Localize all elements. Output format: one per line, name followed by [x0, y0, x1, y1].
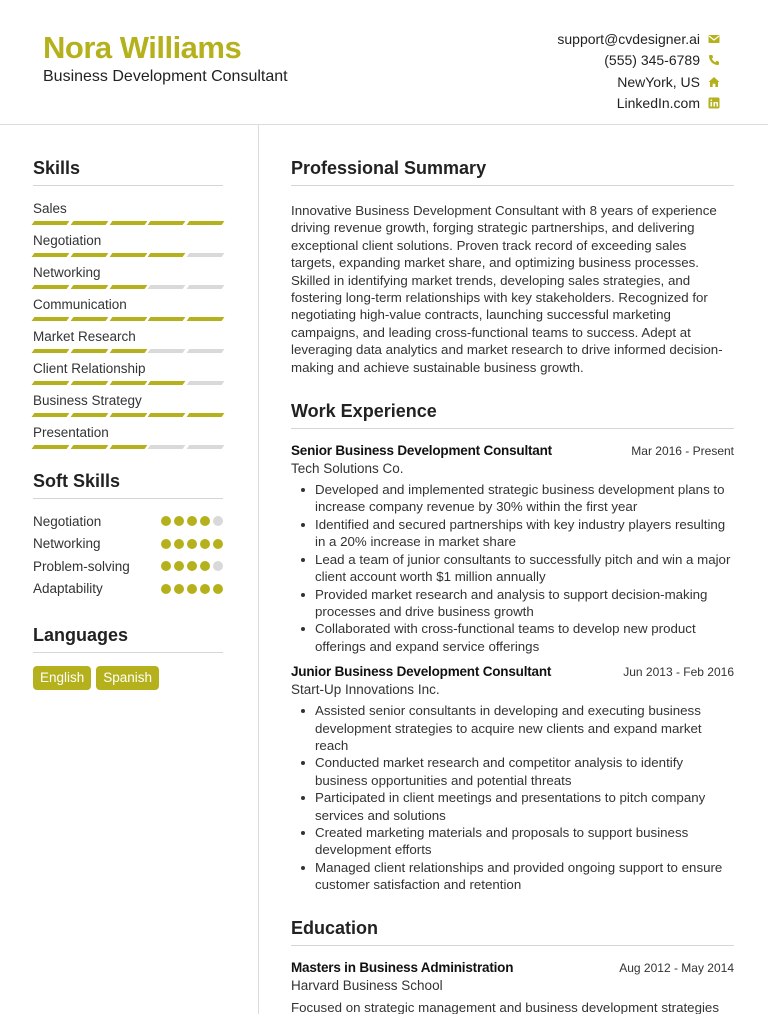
contact-phone[interactable]	[557, 50, 720, 72]
skill-level-segment	[32, 349, 70, 353]
soft-skill-item	[33, 510, 223, 533]
soft-skill-level-dot	[200, 561, 210, 571]
soft-skill-level-dot	[213, 539, 223, 549]
job-bullet: Assisted senior consultants in developing and executing business development strategies to acquire new clients and expand market reach	[291, 702, 734, 754]
education-title: Education	[291, 918, 734, 946]
skill-level-segment	[32, 381, 70, 385]
skill-item	[33, 327, 223, 359]
skill-level-segment	[187, 445, 225, 449]
contact-linkedin[interactable]	[557, 93, 720, 115]
skill-level-segment	[109, 349, 147, 353]
skill-level-bars	[33, 381, 223, 385]
sidebar	[33, 158, 223, 690]
job-bullet: Collaborated with cross-functional teams to develop new product offerings and expand service offerings	[291, 620, 734, 655]
skill-level-segment	[187, 413, 225, 417]
education-school: Harvard Business School	[291, 977, 443, 993]
skill-level-bars	[33, 221, 223, 225]
skill-level-segment	[148, 413, 186, 417]
skill-level-bars	[33, 349, 223, 353]
job-title: Junior Business Development Consultant	[291, 664, 552, 680]
skill-level-segment	[148, 317, 186, 321]
skill-level-segment	[109, 381, 147, 385]
job-date: Mar 2016 - Present	[631, 444, 734, 459]
soft-skill-level-dot	[161, 539, 171, 549]
skill-level-segment	[148, 285, 186, 289]
summary-text: Innovative Business Development Consultant with 8 years of experience driving revenue growth, forging strategic partnerships, and delivering exceptional client solutions. Proven track record of exceeding sales targets, expanding market share, and optimizing business processes. Skilled in identifying market trends, developing sales strategies, and fostering long-term relationships with key stakeholders. Recognized for negotiating high-value contracts, launching successful marketing campaigns, and leading cross-functional teams to success. Adept at leveraging data analytics and market research to drive informed decision-making and achieve sustainable business growth.	[291, 203, 723, 375]
soft-skill-level-dot	[200, 539, 210, 549]
skill-label: Market Research	[33, 329, 136, 344]
skill-label: Business Strategy	[33, 393, 142, 408]
contact-linkedin-text: LinkedIn.com	[616, 95, 700, 112]
languages-list	[33, 666, 223, 690]
skill-level-segment	[148, 253, 186, 257]
contact-email-text: support@cvdesigner.ai	[557, 30, 700, 47]
soft-skill-level-dot	[200, 584, 210, 594]
languages-title: Languages	[33, 625, 223, 653]
jobs-list	[291, 443, 734, 894]
skill-level-segment	[32, 413, 70, 417]
skill-level-segment	[109, 253, 147, 257]
skill-level-segment	[70, 349, 108, 353]
job-bullet: Participated in client meetings and presentations to pitch company services and solutions	[291, 789, 734, 824]
soft-skill-level-dot	[187, 584, 197, 594]
skill-level-segment	[70, 413, 108, 417]
skill-item	[33, 263, 223, 295]
skill-label: Client Relationship	[33, 361, 146, 376]
language-badge: Spanish	[96, 666, 159, 690]
summary-title: Professional Summary	[291, 158, 734, 186]
education-date: Aug 2012 - May 2014	[619, 960, 734, 975]
skill-level-segment	[32, 317, 70, 321]
job-title: Senior Business Development Consultant	[291, 443, 552, 459]
job-company: Start-Up Innovations Inc.	[291, 682, 440, 698]
soft-skills-list	[33, 510, 223, 600]
envelope-icon	[708, 33, 720, 45]
skills-title: Skills	[33, 158, 223, 186]
skill-level-segment	[109, 221, 147, 225]
job-bullet: Identified and secured partnerships with key industry players resulting in a 20% increase in market share	[291, 516, 734, 551]
skill-level-segment	[109, 285, 147, 289]
skill-label: Negotiation	[33, 233, 102, 248]
skill-level-segment	[148, 349, 186, 353]
job-bullet: Provided market research and analysis to support decision-making processes and drive business growth	[291, 586, 734, 621]
skill-level-segment	[148, 221, 186, 225]
soft-skill-level-dots	[161, 561, 223, 571]
phone-icon	[708, 54, 720, 66]
education-degree: Masters in Business Administration	[291, 959, 514, 975]
education-list	[291, 960, 734, 1014]
main-content	[291, 158, 734, 1014]
column-divider	[258, 125, 259, 1014]
skill-item	[33, 391, 223, 423]
skill-level-segment	[187, 221, 225, 225]
job-date: Jun 2013 - Feb 2016	[623, 665, 734, 680]
education-header	[291, 960, 734, 975]
soft-skill-level-dot	[187, 539, 197, 549]
skill-level-bars	[33, 253, 223, 257]
soft-skill-item	[33, 533, 223, 556]
job-bullets	[291, 702, 734, 893]
language-badge: English	[33, 666, 91, 690]
job-header	[291, 443, 734, 458]
skill-label: Presentation	[33, 425, 109, 440]
skill-level-segment	[32, 221, 70, 225]
skill-level-segment	[70, 381, 108, 385]
skill-level-segment	[32, 253, 70, 257]
skill-level-segment	[187, 381, 225, 385]
skill-level-segment	[109, 445, 147, 449]
resume-header	[0, 0, 768, 125]
soft-skill-level-dot	[161, 584, 171, 594]
skill-level-bars	[33, 413, 223, 417]
soft-skill-level-dot	[213, 584, 223, 594]
soft-skill-level-dots	[161, 584, 223, 594]
candidate-name: Nora Williams	[43, 30, 242, 65]
skill-item	[33, 231, 223, 263]
soft-skill-level-dot	[174, 561, 184, 571]
skill-level-segment	[187, 349, 225, 353]
work-experience-title: Work Experience	[291, 401, 734, 429]
contact-email[interactable]	[557, 28, 720, 50]
linkedin-icon	[708, 97, 720, 109]
skill-label: Communication	[33, 297, 127, 312]
skill-label: Networking	[33, 265, 101, 280]
soft-skill-item	[33, 555, 223, 578]
skill-level-bars	[33, 445, 223, 449]
job-header	[291, 664, 734, 679]
skill-level-segment	[109, 317, 147, 321]
skill-item	[33, 295, 223, 327]
soft-skill-level-dot	[213, 516, 223, 526]
contact-phone-text: (555) 345-6789	[604, 52, 700, 69]
job-bullet: Conducted market research and competitor analysis to identify business opportunities and potential threats	[291, 754, 734, 789]
soft-skills-title: Soft Skills	[33, 471, 223, 499]
skill-level-segment	[70, 317, 108, 321]
skill-level-segment	[70, 445, 108, 449]
soft-skill-level-dot	[187, 516, 197, 526]
skill-level-segment	[109, 413, 147, 417]
skill-item	[33, 199, 223, 231]
soft-skill-label: Adaptability	[33, 581, 103, 597]
skill-level-segment	[32, 445, 70, 449]
soft-skill-level-dot	[174, 584, 184, 594]
soft-skill-level-dot	[161, 516, 171, 526]
contact-location	[557, 71, 720, 93]
job-entry	[291, 443, 734, 655]
skill-level-segment	[32, 285, 70, 289]
soft-skill-label: Negotiation	[33, 513, 102, 529]
skill-level-segment	[70, 253, 108, 257]
job-bullet: Managed client relationships and provided ongoing support to ensure customer satisfaction and retention	[291, 859, 734, 894]
skill-level-segment	[70, 285, 108, 289]
job-bullets	[291, 481, 734, 655]
home-icon	[708, 76, 720, 88]
skill-item	[33, 423, 223, 455]
soft-skill-level-dot	[200, 516, 210, 526]
contact-list	[557, 28, 720, 114]
education-description: Focused on strategic management and business development strategies	[291, 999, 719, 1014]
soft-skill-level-dot	[213, 561, 223, 571]
soft-skill-label: Networking	[33, 536, 101, 552]
skill-level-bars	[33, 285, 223, 289]
job-bullet: Developed and implemented strategic business development plans to increase company revenue by 30% within the first year	[291, 481, 734, 516]
soft-skill-level-dots	[161, 539, 223, 549]
soft-skill-level-dot	[161, 561, 171, 571]
skill-level-segment	[187, 317, 225, 321]
skill-level-segment	[187, 253, 225, 257]
soft-skill-level-dot	[174, 516, 184, 526]
job-entry	[291, 664, 734, 893]
job-company: Tech Solutions Co.	[291, 461, 404, 477]
job-bullet: Created marketing materials and proposals to support business development efforts	[291, 824, 734, 859]
skill-level-segment	[187, 285, 225, 289]
education-entry	[291, 960, 734, 1014]
skill-label: Sales	[33, 201, 67, 216]
contact-location-text: NewYork, US	[617, 73, 700, 90]
skill-level-segment	[148, 445, 186, 449]
soft-skill-level-dot	[187, 561, 197, 571]
candidate-role: Business Development Consultant	[43, 68, 288, 85]
skill-item	[33, 359, 223, 391]
skill-level-bars	[33, 317, 223, 321]
soft-skill-level-dots	[161, 516, 223, 526]
soft-skill-item	[33, 578, 223, 601]
job-bullet: Lead a team of junior consultants to successfully pitch and win a major client account worth $1 million annually	[291, 551, 734, 586]
skills-list	[33, 199, 223, 455]
skill-level-segment	[148, 381, 186, 385]
skill-level-segment	[70, 221, 108, 225]
soft-skill-label: Problem-solving	[33, 558, 130, 574]
soft-skill-level-dot	[174, 539, 184, 549]
